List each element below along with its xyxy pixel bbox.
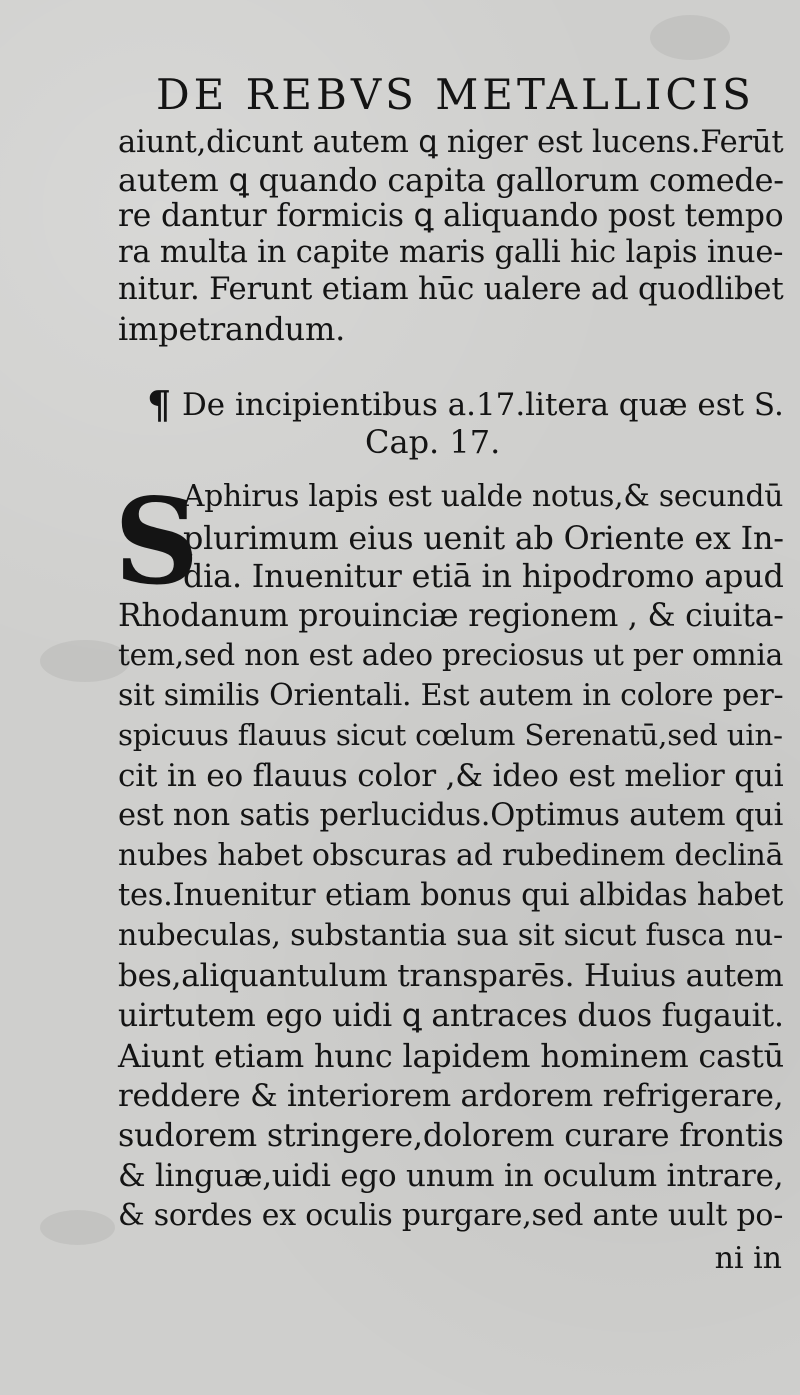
top-text-line: autem ꝗ quando capita gallorum comede- — [118, 161, 784, 199]
top-text-line: nitur. Ferunt etiam hūc ualere ad quodlibet — [118, 272, 784, 307]
page-smudge — [40, 1210, 115, 1245]
body-text-line: tes.Inuenitur etiam bonus qui albidas habet — [118, 878, 784, 913]
running-header: DE REBVS METALLICIS — [156, 70, 755, 119]
body-text-line: tem,sed non est adeo preciosus ut per omnia — [118, 638, 784, 672]
top-text-line: impetrandum. — [118, 310, 346, 348]
body-text-line: cit in eo flauus color ,& ideo est melior qui — [118, 758, 784, 794]
body-text-line: est non satis perlucidus.Optimus autem qui — [118, 798, 784, 833]
body-text-line: Rhodanum prouinciæ regionem , & ciuita- — [118, 598, 784, 634]
pilcrow-icon: ¶ — [147, 382, 172, 427]
body-text-line: & linguæ,uidi ego unum in oculum intrare, — [118, 1158, 784, 1194]
section-heading: De incipientibus a.17.litera quæ est S. — [182, 387, 784, 423]
top-text-line: re dantur formicis ꝗ aliquando post tempo — [118, 198, 784, 234]
body-text-line: & sordes ex oculis purgare,sed ante uult po- — [118, 1198, 784, 1233]
body-text-line: sit similis Orientali. Est autem in colore per- — [118, 678, 784, 713]
body-text-line: nubeculas, substantia sua sit sicut fusca nu- — [118, 918, 784, 953]
catchword: ni in — [714, 1241, 782, 1276]
body-text-line: reddere & interiorem ardorem refrigerare, — [118, 1078, 784, 1114]
chapter-number: Cap. 17. — [365, 423, 501, 461]
page-smudge — [40, 640, 130, 682]
top-text-line: aiunt,dicunt autem ꝗ niger est lucens.Ferūt — [118, 125, 784, 160]
body-text-line: bes,aliquantulum transparēs. Huius autem — [118, 958, 784, 994]
page-smudge — [650, 15, 730, 60]
body-text-line: sudorem stringere,dolorem curare frontis — [118, 1118, 784, 1154]
body-text-line: dia. Inuenitur etiā in hipodromo apud — [183, 557, 784, 595]
drop-cap: S — [114, 472, 200, 611]
body-text-line: plurimum eius uenit ab Oriente ex In- — [183, 520, 784, 557]
body-text-line: nubes habet obscuras ad rubedinem declinā — [118, 838, 784, 873]
body-text-line: Aiunt etiam hunc lapidem hominem castū — [118, 1037, 784, 1075]
body-text-line: Aphirus lapis est ualde notus,& secundū — [183, 478, 784, 513]
body-text-line: uirtutem ego uidi ꝗ antraces duos fugauit. — [118, 998, 784, 1034]
top-text-line: ra multa in capite maris galli hic lapis inue- — [118, 235, 784, 270]
body-text-line: spicuus flauus sicut cœlum Serenatū,sed uin- — [118, 718, 783, 752]
